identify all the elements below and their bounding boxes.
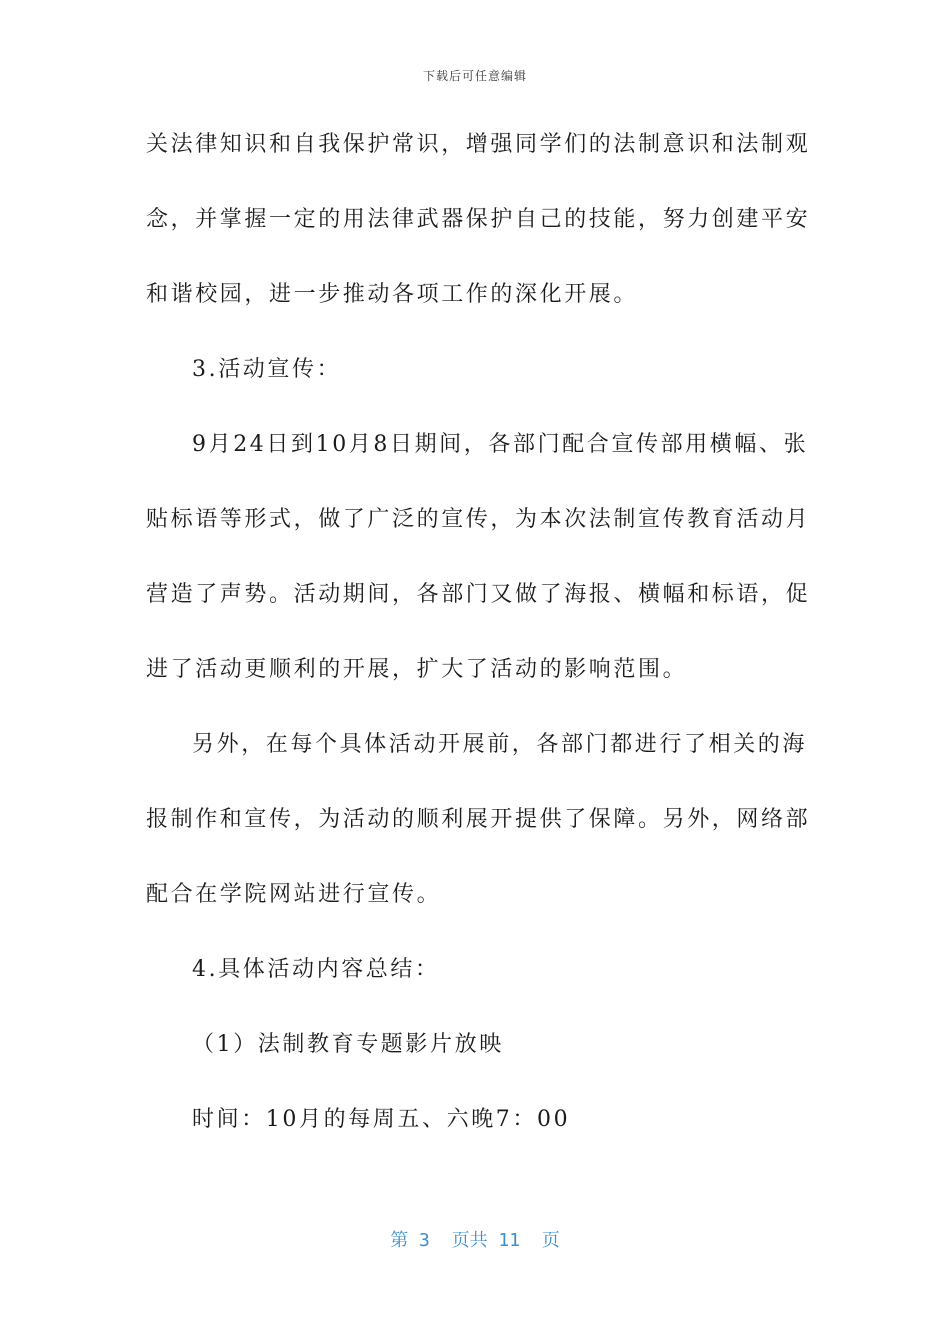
section-heading: 4.具体活动内容总结： (192, 957, 440, 982)
body-line: 念，并掌握一定的用法律武器保护自己的技能，努力创建平安 (146, 207, 811, 232)
body-line: 9月24日到10月8日期间，各部门配合宣传部用横幅、张 (192, 432, 809, 457)
body-line: 贴标语等形式，做了广泛的宣传，为本次法制宣传教育活动月 (146, 507, 811, 532)
body-line: 配合在学院网站进行宣传。 (146, 882, 442, 907)
body-line: 报制作和宣传，为活动的顺利展开提供了保障。另外，网络部 (146, 807, 811, 832)
section-heading: 3.活动宣传： (192, 357, 342, 382)
page-footer: 第 3 页共 11 页 (390, 1230, 560, 1251)
body-line: 关法律知识和自我保护常识，增强同学们的法制意识和法制观 (146, 132, 811, 157)
body-line: 时间：10月的每周五、六晚7：00 (192, 1107, 571, 1132)
page-header: 下载后可任意编辑 (422, 69, 527, 83)
body-line: 另外，在每个具体活动开展前，各部门都进行了相关的海 (192, 732, 808, 757)
body-line: 进了活动更顺利的开展，扩大了活动的影响范围。 (146, 657, 688, 682)
body-line: 营造了声势。活动期间，各部门又做了海报、横幅和标语，促 (146, 582, 811, 607)
subsection-heading: （1）法制教育专题影片放映 (192, 1032, 504, 1057)
body-line: 和谐校园，进一步推动各项工作的深化开展。 (146, 282, 639, 307)
